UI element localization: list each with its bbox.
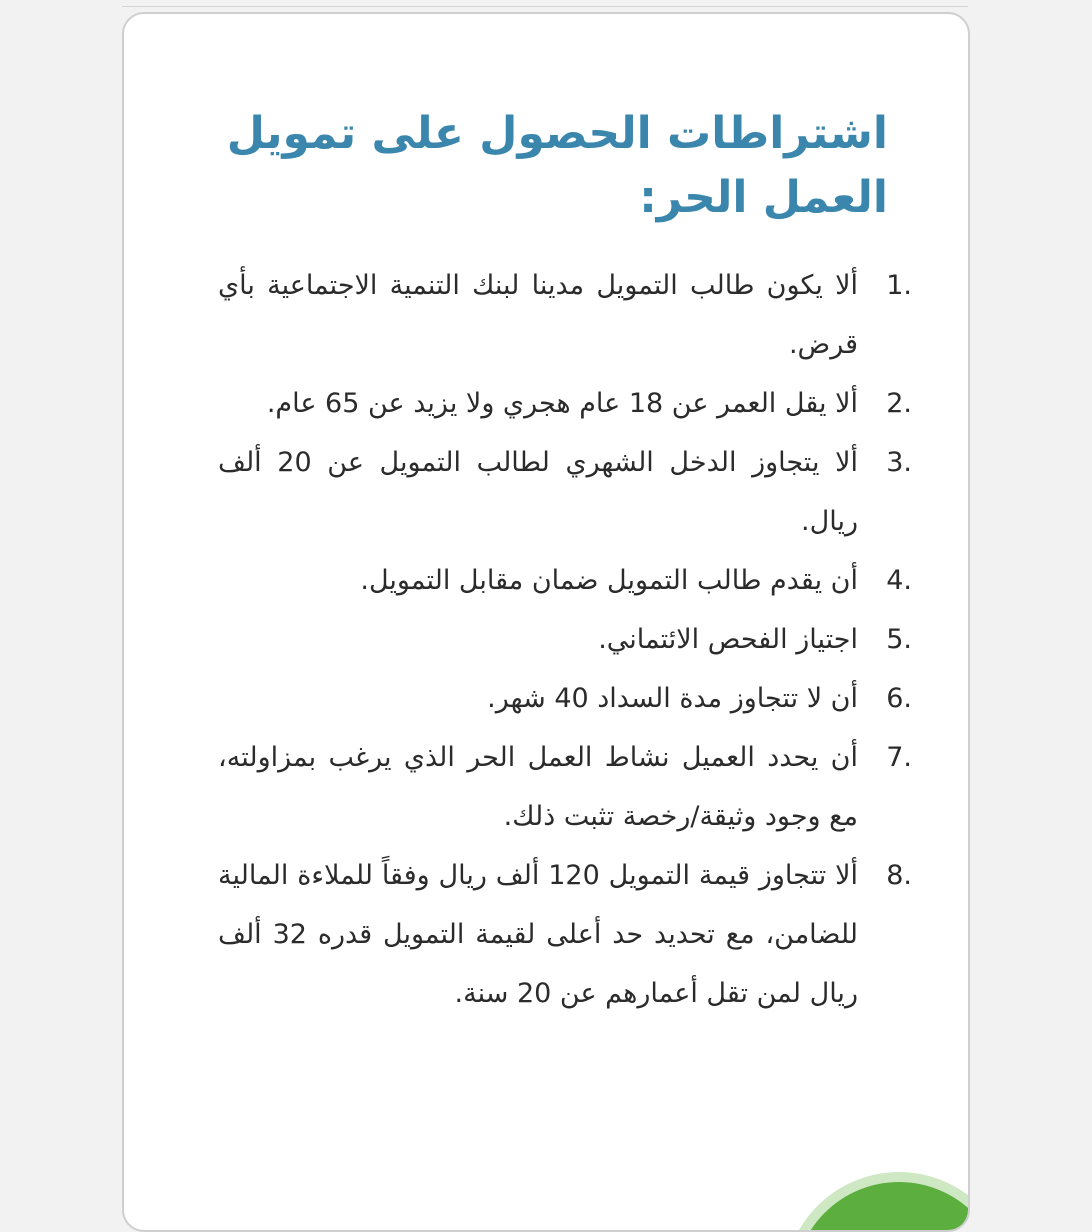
list-item-number: 3. xyxy=(886,447,912,478)
list-item-text: ألا يتجاوز الدخل الشهري لطالب التمويل عن 20 ألف ريال. xyxy=(218,447,858,537)
top-divider xyxy=(122,6,968,7)
list-item-text: ألا يكون طالب التمويل مدينا لبنك التنمية الاجتماعية بأي قرض. xyxy=(218,270,858,360)
requirements-list xyxy=(218,256,912,1023)
list-item-text: أن لا تتجاوز مدة السداد 40 شهر. xyxy=(487,683,858,714)
list-item-number: 5. xyxy=(886,624,912,655)
logo-arc-icon xyxy=(784,1172,970,1232)
list-item-text: أن يقدم طالب التمويل ضمان مقابل التمويل. xyxy=(360,565,858,596)
list-item xyxy=(218,610,912,669)
list-item-text: أن يحدد العميل نشاط العمل الحر الذي يرغب بمزاولته، مع وجود وثيقة/رخصة تثبت ذلك. xyxy=(218,742,858,832)
list-item xyxy=(218,433,912,551)
list-item xyxy=(218,551,912,610)
list-item xyxy=(218,846,912,1023)
list-item-number: 6. xyxy=(886,683,912,714)
list-item-number: 8. xyxy=(886,860,912,891)
list-item-number: 2. xyxy=(886,388,912,419)
list-item-text: اجتياز الفحص الائتماني. xyxy=(598,624,858,655)
list-item xyxy=(218,374,912,433)
list-item-number: 7. xyxy=(886,742,912,773)
info-card xyxy=(122,12,970,1232)
list-item-text: ألا تتجاوز قيمة التمويل 120 ألف ريال وفقاً للملاءة المالية للضامن، مع تحديد حد أعلى لقيمة التمويل قدره 32 ألف ريال لمن تقل أعمارهم عن 20 سنة. xyxy=(218,860,858,1009)
card-title: اشتراطات الحصول على تمويل العمل الحر: xyxy=(226,108,888,223)
list-item-text: ألا يقل العمر عن 18 عام هجري ولا يزيد عن 65 عام. xyxy=(266,388,858,419)
list-item xyxy=(218,669,912,728)
list-item-number: 4. xyxy=(886,565,912,596)
list-item xyxy=(218,728,912,846)
list-item-number: 1. xyxy=(886,270,912,301)
list-item xyxy=(218,256,912,374)
